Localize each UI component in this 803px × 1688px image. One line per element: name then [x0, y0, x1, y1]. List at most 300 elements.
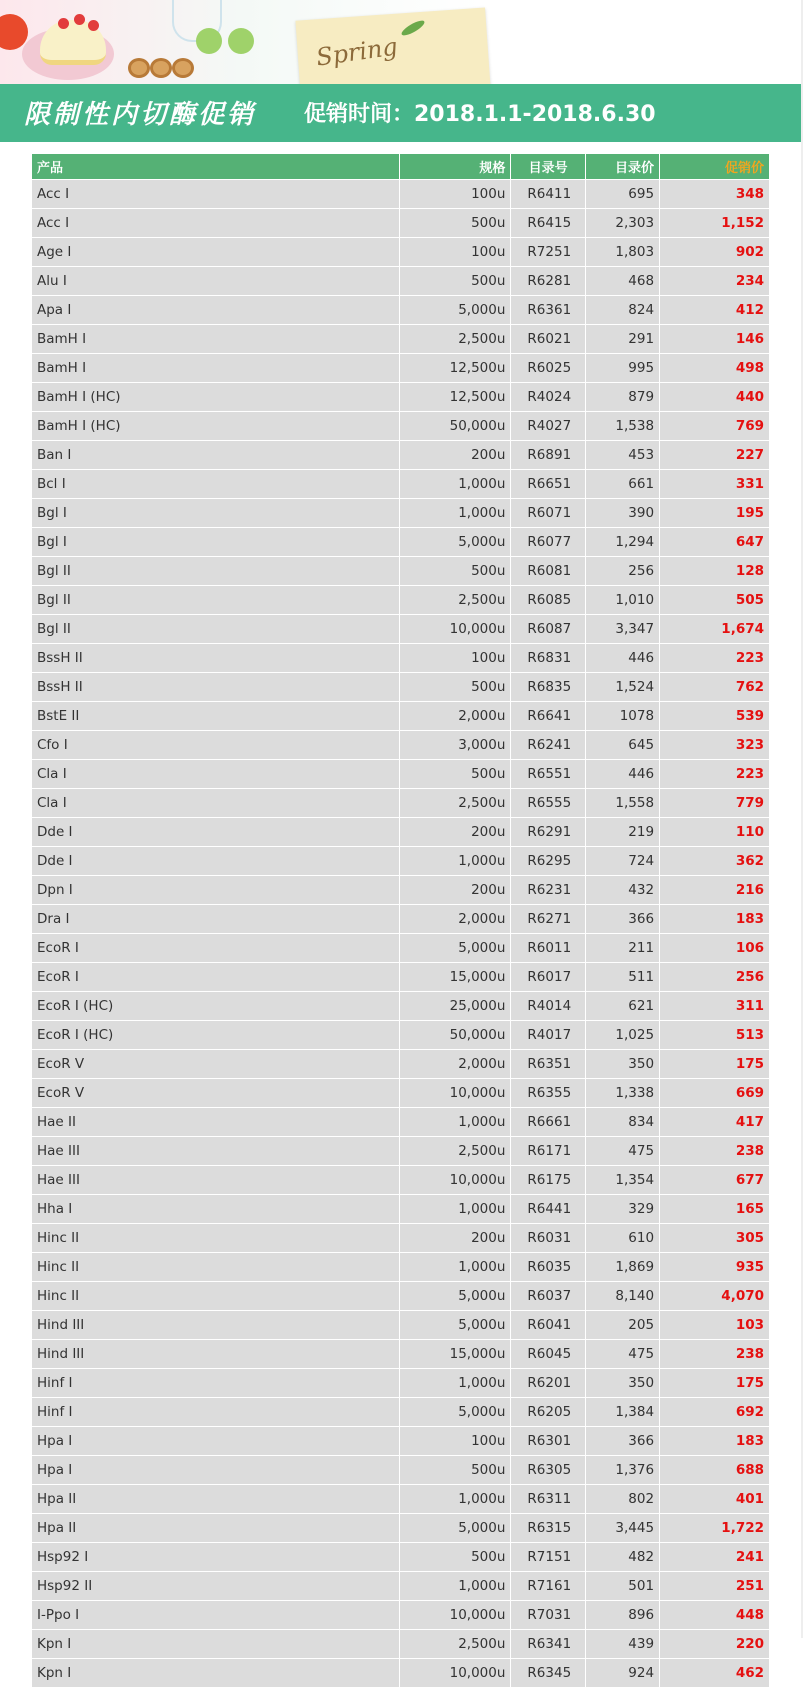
catalog-no-cell: R6271: [511, 905, 585, 934]
list-price-cell: 219: [585, 818, 659, 847]
promo-price-cell: 688: [660, 1456, 770, 1485]
list-price-cell: 1,538: [585, 412, 659, 441]
spec-cell: 10,000u: [400, 1601, 511, 1630]
list-price-cell: 366: [585, 1427, 659, 1456]
table-row: [32, 1572, 770, 1601]
spec-cell: 50,000u: [400, 1021, 511, 1050]
promo-price-cell: 238: [660, 1340, 770, 1369]
promo-price-cell: 128: [660, 557, 770, 586]
promo-price-cell: 362: [660, 847, 770, 876]
catalog-no-cell: R6355: [511, 1079, 585, 1108]
table-row: [32, 1311, 770, 1340]
product-cell: Hpa II: [32, 1514, 400, 1543]
spec-cell: 1,000u: [400, 847, 511, 876]
table-row: [32, 412, 770, 441]
spec-cell: 50,000u: [400, 412, 511, 441]
catalog-no-cell: R6341: [511, 1630, 585, 1659]
table-row: [32, 644, 770, 673]
promo-price-cell: 175: [660, 1050, 770, 1079]
product-cell: Hinc II: [32, 1253, 400, 1282]
product-cell: Hinf I: [32, 1398, 400, 1427]
product-cell: Cla I: [32, 760, 400, 789]
catalog-no-cell: R6415: [511, 209, 585, 238]
spec-cell: 1,000u: [400, 1108, 511, 1137]
product-cell: Kpn I: [32, 1659, 400, 1688]
list-price-cell: 724: [585, 847, 659, 876]
page-title: 限制性内切酶促销: [24, 100, 257, 130]
product-cell: Bcl I: [32, 470, 400, 499]
table-row: [32, 267, 770, 296]
list-price-cell: 205: [585, 1311, 659, 1340]
product-cell: BamH I: [32, 354, 400, 383]
promo-price-cell: 241: [660, 1543, 770, 1572]
table-row: [32, 499, 770, 528]
list-price-cell: 1,338: [585, 1079, 659, 1108]
product-cell: Cfo I: [32, 731, 400, 760]
catalog-no-cell: R6011: [511, 934, 585, 963]
promo-price-cell: 1,722: [660, 1514, 770, 1543]
promo-price-cell: 146: [660, 325, 770, 354]
spec-cell: 5,000u: [400, 1398, 511, 1427]
spec-cell: 2,500u: [400, 1630, 511, 1659]
catalog-no-cell: R7031: [511, 1601, 585, 1630]
list-price-cell: 621: [585, 992, 659, 1021]
catalog-no-cell: R6291: [511, 818, 585, 847]
title-bar: [0, 84, 801, 142]
spec-cell: 5,000u: [400, 1514, 511, 1543]
promo-price-cell: 4,070: [660, 1282, 770, 1311]
list-price-cell: 3,347: [585, 615, 659, 644]
promo-price-cell: 692: [660, 1398, 770, 1427]
product-cell: BstE II: [32, 702, 400, 731]
promo-price-cell: 103: [660, 1311, 770, 1340]
promo-price-cell: 175: [660, 1369, 770, 1398]
list-price-cell: 924: [585, 1659, 659, 1688]
promo-price-cell: 234: [660, 267, 770, 296]
spec-cell: 1,000u: [400, 1572, 511, 1601]
catalog-no-cell: R6361: [511, 296, 585, 325]
product-cell: Ban I: [32, 441, 400, 470]
spec-cell: 5,000u: [400, 1282, 511, 1311]
spec-cell: 500u: [400, 760, 511, 789]
list-price-cell: 8,140: [585, 1282, 659, 1311]
promo-price-cell: 227: [660, 441, 770, 470]
product-cell: Bgl I: [32, 499, 400, 528]
catalog-no-cell: R6311: [511, 1485, 585, 1514]
product-cell: EcoR I: [32, 963, 400, 992]
product-cell: Acc I: [32, 180, 400, 209]
list-price-cell: 1,354: [585, 1166, 659, 1195]
product-cell: Dpn I: [32, 876, 400, 905]
product-cell: Hpa II: [32, 1485, 400, 1514]
table-row: [32, 847, 770, 876]
promo-price-cell: 238: [660, 1137, 770, 1166]
promo-price-cell: 1,674: [660, 615, 770, 644]
table-row: [32, 992, 770, 1021]
apple-illustration: [228, 28, 254, 54]
catalog-no-cell: R6831: [511, 644, 585, 673]
list-price-cell: 1,803: [585, 238, 659, 267]
promo-price-cell: 256: [660, 963, 770, 992]
product-cell: Cla I: [32, 789, 400, 818]
table-row: [32, 354, 770, 383]
table-row: [32, 1224, 770, 1253]
list-price-cell: 475: [585, 1340, 659, 1369]
table-row: [32, 789, 770, 818]
list-price-cell: 439: [585, 1630, 659, 1659]
table-row: [32, 586, 770, 615]
spec-cell: 1,000u: [400, 499, 511, 528]
table-row: [32, 1659, 770, 1688]
table-row: [32, 296, 770, 325]
product-cell: EcoR V: [32, 1079, 400, 1108]
promo-price-cell: 498: [660, 354, 770, 383]
list-price-cell: 453: [585, 441, 659, 470]
catalog-no-cell: R4024: [511, 383, 585, 412]
product-cell: BamH I: [32, 325, 400, 354]
table-row: [32, 1630, 770, 1659]
list-price-cell: 350: [585, 1050, 659, 1079]
list-price-cell: 446: [585, 644, 659, 673]
table-row: [32, 1108, 770, 1137]
spec-cell: 2,500u: [400, 1137, 511, 1166]
spec-cell: 1,000u: [400, 1485, 511, 1514]
list-price-cell: 1,524: [585, 673, 659, 702]
spec-cell: 100u: [400, 1427, 511, 1456]
list-price-cell: 366: [585, 905, 659, 934]
list-price-cell: 645: [585, 731, 659, 760]
spec-cell: 5,000u: [400, 296, 511, 325]
list-price-cell: 256: [585, 557, 659, 586]
table-row: [32, 963, 770, 992]
spec-cell: 1,000u: [400, 1369, 511, 1398]
promo-price-cell: 1,152: [660, 209, 770, 238]
column-header-promo-price: 促销价: [660, 154, 770, 180]
product-cell: EcoR V: [32, 1050, 400, 1079]
spec-cell: 500u: [400, 1456, 511, 1485]
list-price-cell: 661: [585, 470, 659, 499]
catalog-no-cell: R6031: [511, 1224, 585, 1253]
catalog-no-cell: R7161: [511, 1572, 585, 1601]
table-row: [32, 1514, 770, 1543]
catalog-no-cell: R6045: [511, 1340, 585, 1369]
catalog-no-cell: R6017: [511, 963, 585, 992]
product-cell: Hsp92 II: [32, 1572, 400, 1601]
list-price-cell: 211: [585, 934, 659, 963]
table-row: [32, 1427, 770, 1456]
promo-price-cell: 165: [660, 1195, 770, 1224]
product-cell: BamH I (HC): [32, 412, 400, 441]
list-price-cell: 3,445: [585, 1514, 659, 1543]
table-row: [32, 383, 770, 412]
strawberry-illustration: [74, 14, 85, 25]
spec-cell: 1,000u: [400, 470, 511, 499]
product-cell: Bgl I: [32, 528, 400, 557]
spec-cell: 5,000u: [400, 1311, 511, 1340]
product-cell: EcoR I (HC): [32, 1021, 400, 1050]
promo-price-cell: 183: [660, 1427, 770, 1456]
catalog-no-cell: R6041: [511, 1311, 585, 1340]
spec-cell: 1,000u: [400, 1253, 511, 1282]
table-row: [32, 760, 770, 789]
table-row: [32, 818, 770, 847]
spec-cell: 500u: [400, 673, 511, 702]
table-row: [32, 528, 770, 557]
promo-price-cell: 223: [660, 760, 770, 789]
spec-cell: 500u: [400, 557, 511, 586]
table-row: [32, 934, 770, 963]
catalog-no-cell: R7251: [511, 238, 585, 267]
promo-price-cell: 220: [660, 1630, 770, 1659]
product-cell: Hae III: [32, 1137, 400, 1166]
list-price-cell: 610: [585, 1224, 659, 1253]
promo-price-cell: 223: [660, 644, 770, 673]
promo-period: 促销时间：2018.1.1-2018.6.30: [304, 102, 656, 127]
product-cell: EcoR I: [32, 934, 400, 963]
table-row: [32, 238, 770, 267]
spec-cell: 12,500u: [400, 354, 511, 383]
promo-price-cell: 106: [660, 934, 770, 963]
table-row: [32, 1195, 770, 1224]
strawberry-illustration: [88, 20, 99, 31]
spec-cell: 2,500u: [400, 325, 511, 354]
promo-price-cell: 311: [660, 992, 770, 1021]
catalog-no-cell: R6551: [511, 760, 585, 789]
list-price-cell: 482: [585, 1543, 659, 1572]
promo-price-cell: 677: [660, 1166, 770, 1195]
catalog-no-cell: R6171: [511, 1137, 585, 1166]
table-row: [32, 441, 770, 470]
strawberry-illustration: [58, 18, 69, 29]
table-row: [32, 325, 770, 354]
list-price-cell: 291: [585, 325, 659, 354]
list-price-cell: 802: [585, 1485, 659, 1514]
table-row: [32, 1398, 770, 1427]
catalog-no-cell: R6345: [511, 1659, 585, 1688]
table-row: [32, 1253, 770, 1282]
spec-cell: 500u: [400, 209, 511, 238]
table-row: [32, 1601, 770, 1630]
spec-cell: 10,000u: [400, 1079, 511, 1108]
table-row: [32, 1485, 770, 1514]
catalog-no-cell: R6281: [511, 267, 585, 296]
table-row: [32, 702, 770, 731]
catalog-no-cell: R6891: [511, 441, 585, 470]
price-table: [31, 153, 770, 1688]
list-price-cell: 1,558: [585, 789, 659, 818]
list-price-cell: 468: [585, 267, 659, 296]
table-row: [32, 876, 770, 905]
spec-cell: 1,000u: [400, 1195, 511, 1224]
catalog-no-cell: R6305: [511, 1456, 585, 1485]
catalog-no-cell: R6301: [511, 1427, 585, 1456]
list-price-cell: 1,869: [585, 1253, 659, 1282]
catalog-no-cell: R4017: [511, 1021, 585, 1050]
table-row: [32, 673, 770, 702]
list-price-cell: 432: [585, 876, 659, 905]
promo-price-cell: 462: [660, 1659, 770, 1688]
spec-cell: 100u: [400, 180, 511, 209]
product-cell: BssH II: [32, 644, 400, 673]
catalog-no-cell: R6087: [511, 615, 585, 644]
list-price-cell: 1,376: [585, 1456, 659, 1485]
spec-cell: 100u: [400, 238, 511, 267]
catalog-no-cell: R6077: [511, 528, 585, 557]
table-row: [32, 470, 770, 499]
promo-price-cell: 539: [660, 702, 770, 731]
table-row: [32, 1340, 770, 1369]
spec-cell: 10,000u: [400, 1166, 511, 1195]
list-price-cell: 511: [585, 963, 659, 992]
spec-cell: 2,000u: [400, 1050, 511, 1079]
spec-cell: 200u: [400, 818, 511, 847]
spec-cell: 15,000u: [400, 1340, 511, 1369]
catalog-no-cell: R6351: [511, 1050, 585, 1079]
list-price-cell: 896: [585, 1601, 659, 1630]
table-row: [32, 905, 770, 934]
cookie-illustration: [150, 58, 172, 78]
list-price-cell: 329: [585, 1195, 659, 1224]
table-header-row: [32, 154, 770, 180]
promo-price-cell: 348: [660, 180, 770, 209]
promo-price-cell: 902: [660, 238, 770, 267]
promo-price-cell: 417: [660, 1108, 770, 1137]
column-header-catalog-no: 目录号: [511, 154, 585, 180]
product-cell: Bgl II: [32, 557, 400, 586]
product-cell: Hind III: [32, 1340, 400, 1369]
list-price-cell: 824: [585, 296, 659, 325]
catalog-no-cell: R6175: [511, 1166, 585, 1195]
list-price-cell: 834: [585, 1108, 659, 1137]
spec-cell: 200u: [400, 876, 511, 905]
catalog-no-cell: R6037: [511, 1282, 585, 1311]
promo-price-cell: 183: [660, 905, 770, 934]
spec-cell: 25,000u: [400, 992, 511, 1021]
cookie-illustration: [128, 58, 150, 78]
spec-cell: 15,000u: [400, 963, 511, 992]
promo-price-cell: 251: [660, 1572, 770, 1601]
promo-price-cell: 513: [660, 1021, 770, 1050]
catalog-no-cell: R6231: [511, 876, 585, 905]
promo-price-cell: 195: [660, 499, 770, 528]
spec-cell: 5,000u: [400, 528, 511, 557]
spec-cell: 10,000u: [400, 1659, 511, 1688]
list-price-cell: 995: [585, 354, 659, 383]
catalog-no-cell: R6295: [511, 847, 585, 876]
product-cell: Dde I: [32, 818, 400, 847]
catalog-no-cell: R6835: [511, 673, 585, 702]
column-header-product: 产品: [32, 154, 400, 180]
list-price-cell: 1,384: [585, 1398, 659, 1427]
product-cell: Hind III: [32, 1311, 400, 1340]
list-price-cell: 1,010: [585, 586, 659, 615]
promo-price-cell: 401: [660, 1485, 770, 1514]
promo-price-cell: 762: [660, 673, 770, 702]
table-row: [32, 1282, 770, 1311]
list-price-cell: 390: [585, 499, 659, 528]
promo-price-cell: 935: [660, 1253, 770, 1282]
product-cell: I-Ppo I: [32, 1601, 400, 1630]
list-price-cell: 1,025: [585, 1021, 659, 1050]
product-cell: Bgl II: [32, 586, 400, 615]
table-row: [32, 557, 770, 586]
spec-cell: 3,000u: [400, 731, 511, 760]
promo-price-cell: 769: [660, 412, 770, 441]
table-row: [32, 209, 770, 238]
catalog-no-cell: R6035: [511, 1253, 585, 1282]
product-cell: Acc I: [32, 209, 400, 238]
product-cell: Kpn I: [32, 1630, 400, 1659]
list-price-cell: 501: [585, 1572, 659, 1601]
list-price-cell: 350: [585, 1369, 659, 1398]
promo-price-cell: 331: [660, 470, 770, 499]
product-cell: Hpa I: [32, 1456, 400, 1485]
catalog-no-cell: R6081: [511, 557, 585, 586]
product-cell: Hha I: [32, 1195, 400, 1224]
catalog-no-cell: R6241: [511, 731, 585, 760]
catalog-no-cell: R6085: [511, 586, 585, 615]
catalog-no-cell: R6021: [511, 325, 585, 354]
cookie-illustration: [172, 58, 194, 78]
promo-banner: [0, 0, 803, 84]
product-cell: Age I: [32, 238, 400, 267]
product-cell: EcoR I (HC): [32, 992, 400, 1021]
table-row: [32, 1079, 770, 1108]
promo-price-cell: 323: [660, 731, 770, 760]
apple-illustration: [196, 28, 222, 54]
promo-price-cell: 440: [660, 383, 770, 412]
table-row: [32, 1050, 770, 1079]
table-row: [32, 180, 770, 209]
product-cell: BamH I (HC): [32, 383, 400, 412]
product-cell: Dde I: [32, 847, 400, 876]
list-price-cell: 1,294: [585, 528, 659, 557]
table-row: [32, 1166, 770, 1195]
catalog-no-cell: R4027: [511, 412, 585, 441]
catalog-no-cell: R6205: [511, 1398, 585, 1427]
table-row: [32, 615, 770, 644]
list-price-cell: 695: [585, 180, 659, 209]
spec-cell: 2,000u: [400, 702, 511, 731]
product-cell: Hinf I: [32, 1369, 400, 1398]
promo-price-cell: 448: [660, 1601, 770, 1630]
promo-price-cell: 305: [660, 1224, 770, 1253]
table-row: [32, 1369, 770, 1398]
promo-price-cell: 647: [660, 528, 770, 557]
promo-price-cell: 669: [660, 1079, 770, 1108]
spec-cell: 500u: [400, 1543, 511, 1572]
product-cell: BssH II: [32, 673, 400, 702]
promo-price-cell: 505: [660, 586, 770, 615]
product-cell: Hinc II: [32, 1282, 400, 1311]
table-row: [32, 1021, 770, 1050]
promo-price-cell: 216: [660, 876, 770, 905]
list-price-cell: 446: [585, 760, 659, 789]
catalog-no-cell: R6411: [511, 180, 585, 209]
catalog-no-cell: R6441: [511, 1195, 585, 1224]
catalog-no-cell: R7151: [511, 1543, 585, 1572]
table-row: [32, 1543, 770, 1572]
product-cell: Hsp92 I: [32, 1543, 400, 1572]
spec-cell: 500u: [400, 267, 511, 296]
catalog-no-cell: R6651: [511, 470, 585, 499]
catalog-no-cell: R6555: [511, 789, 585, 818]
catalog-no-cell: R6071: [511, 499, 585, 528]
spec-cell: 5,000u: [400, 934, 511, 963]
product-cell: Hae II: [32, 1108, 400, 1137]
promo-price-cell: 110: [660, 818, 770, 847]
spec-cell: 12,500u: [400, 383, 511, 412]
